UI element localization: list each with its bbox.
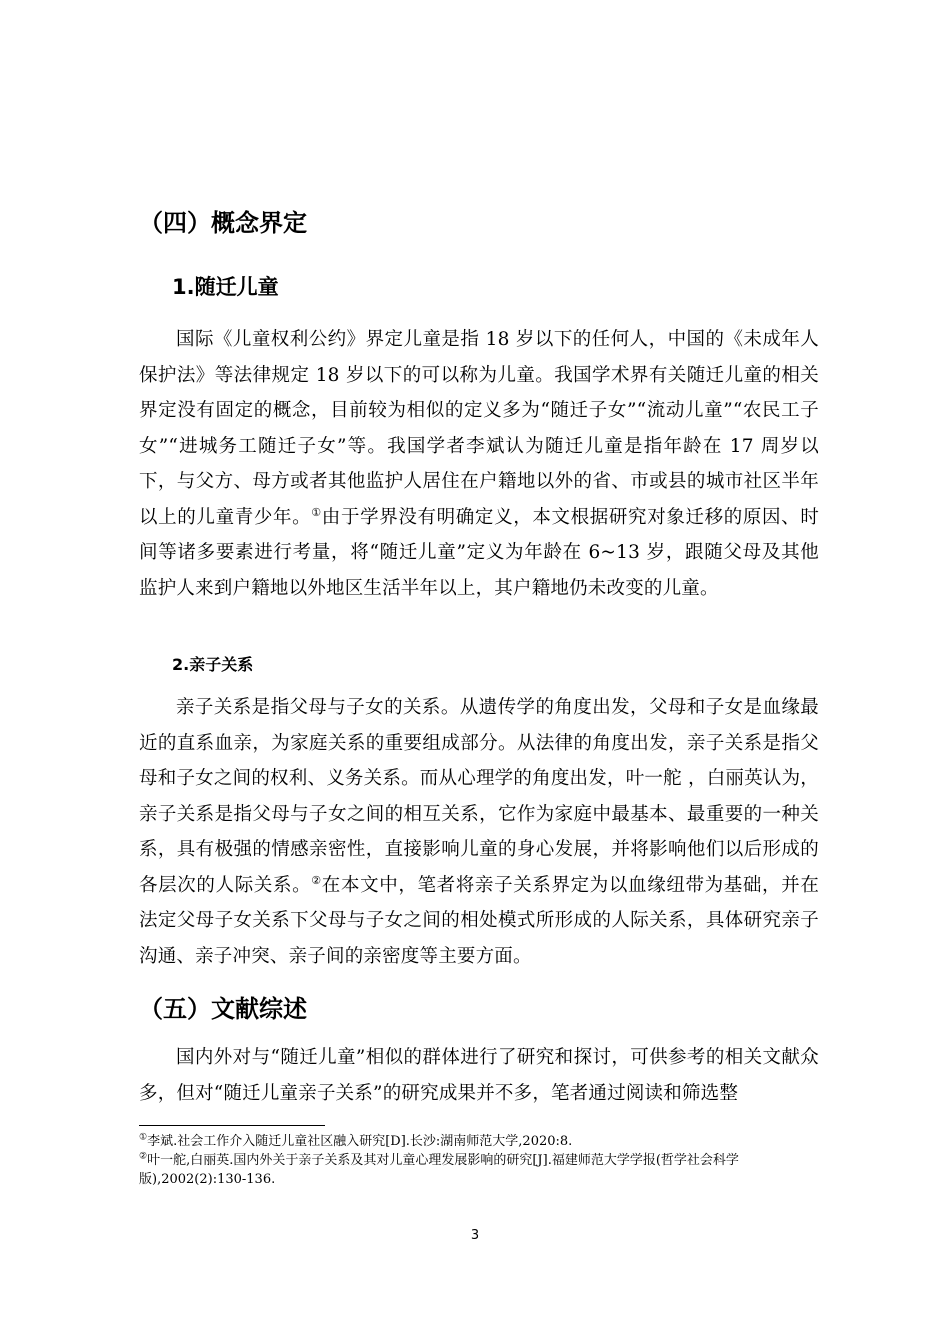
subsection-2-text-part-2: 在本文中，笔者将亲子关系界定为以血缘纽带为基础，并在法定父母子女关系下父母与子女之间的相处模式所形成的人际关系，具体研究亲子沟通、亲子冲突、亲子间的亲密度等主要方面。 xyxy=(139,874,820,967)
subsection-2-paragraph xyxy=(139,690,819,974)
footnote-1-mark: ① xyxy=(139,1132,148,1143)
footnote-ref-1[interactable]: ① xyxy=(311,505,322,519)
section-5-body xyxy=(139,1040,819,1111)
page-number: 3 xyxy=(470,1228,480,1243)
subsection-1-text-part-2: 由于学界没有明确定义，本文根据研究对象迁移的原因、时间等诸多要素进行考量，将“随迁儿童”定义为年龄在 6~13 岁，跟随父母及其他监护人来到户籍地以外地区生活半年以上，其户籍地仍未改变的儿童。 xyxy=(139,506,820,599)
subsection-1-body xyxy=(139,322,819,606)
footnote-1-text: 李斌.社会工作介入随迁儿童社区融入研究[D].长沙:湖南师范大学,2020:8. xyxy=(147,1134,573,1149)
subsection-1-heading: 1.随迁儿童 xyxy=(172,275,279,299)
footnote-2-text: 叶一舵,白丽英.国内外关于亲子关系及其对儿童心理发展影响的研究[J].福建师范大学学报(哲学社会科学版),2002(2):130-136. xyxy=(139,1153,739,1187)
footnote-separator xyxy=(139,1125,325,1126)
subsection-2-body xyxy=(139,690,819,974)
subsection-2-heading-block xyxy=(139,654,819,676)
section-5-heading-block xyxy=(139,994,819,1024)
section-5-heading: （五）文献综述 xyxy=(139,995,307,1023)
footnote-2 xyxy=(139,1151,819,1189)
footnotes xyxy=(139,1132,819,1189)
footnote-1 xyxy=(139,1132,819,1151)
subsection-1-heading-block xyxy=(139,273,819,301)
section-4-heading: （四）概念界定 xyxy=(139,209,307,237)
subsection-1-paragraph xyxy=(139,322,819,606)
section-4-heading-block xyxy=(139,208,819,238)
footnote-ref-2[interactable]: ② xyxy=(311,873,322,887)
subsection-2-text-part-1: 亲子关系是指父母与子女的关系。从遗传学的角度出发，父母和子女是血缘最近的直系血亲，为家庭关系的重要组成部分。从法律的角度出发，亲子关系是指父母和子女之间的权利、义务关系。而从心理学的角度出发，叶一舵 ，白丽英认为，亲子关系是指父母与子女之间的相互关系，它作为家庭中最基本、最重要的一种关系，具有极强的情感亲密性，直接影响儿童的身心发展，并将影响他们以后形成的各层次的人际关系。 xyxy=(139,697,819,896)
subsection-1-text-part-1: 国际《儿童权利公约》界定儿童是指 18 岁以下的任何人，中国的《未成年人保护法》等法律规定 18 岁以下的可以称为儿童。我国学术界有关随迁儿童的相关界定没有固定的概念，目前较为相似的定义多为“随迁子女”“流动儿童”“农民工子女”“进城务工随迁子女”等。我国学者李斌认为随迁儿童是指年龄在 17 周岁以下，与父方、母方或者其他监护人居住在户籍地以外的省、市或县的城市社区半年以上的儿童青少年。 xyxy=(139,329,819,528)
subsection-2-heading: 2.亲子关系 xyxy=(172,655,254,674)
section-5-paragraph: 国内外对与“随迁儿童”相似的群体进行了研究和探讨，可供参考的相关文献众多，但对“随迁儿童亲子关系”的研究成果并不多，笔者通过阅读和筛选整 xyxy=(139,1047,819,1104)
footnote-2-mark: ② xyxy=(139,1151,148,1162)
